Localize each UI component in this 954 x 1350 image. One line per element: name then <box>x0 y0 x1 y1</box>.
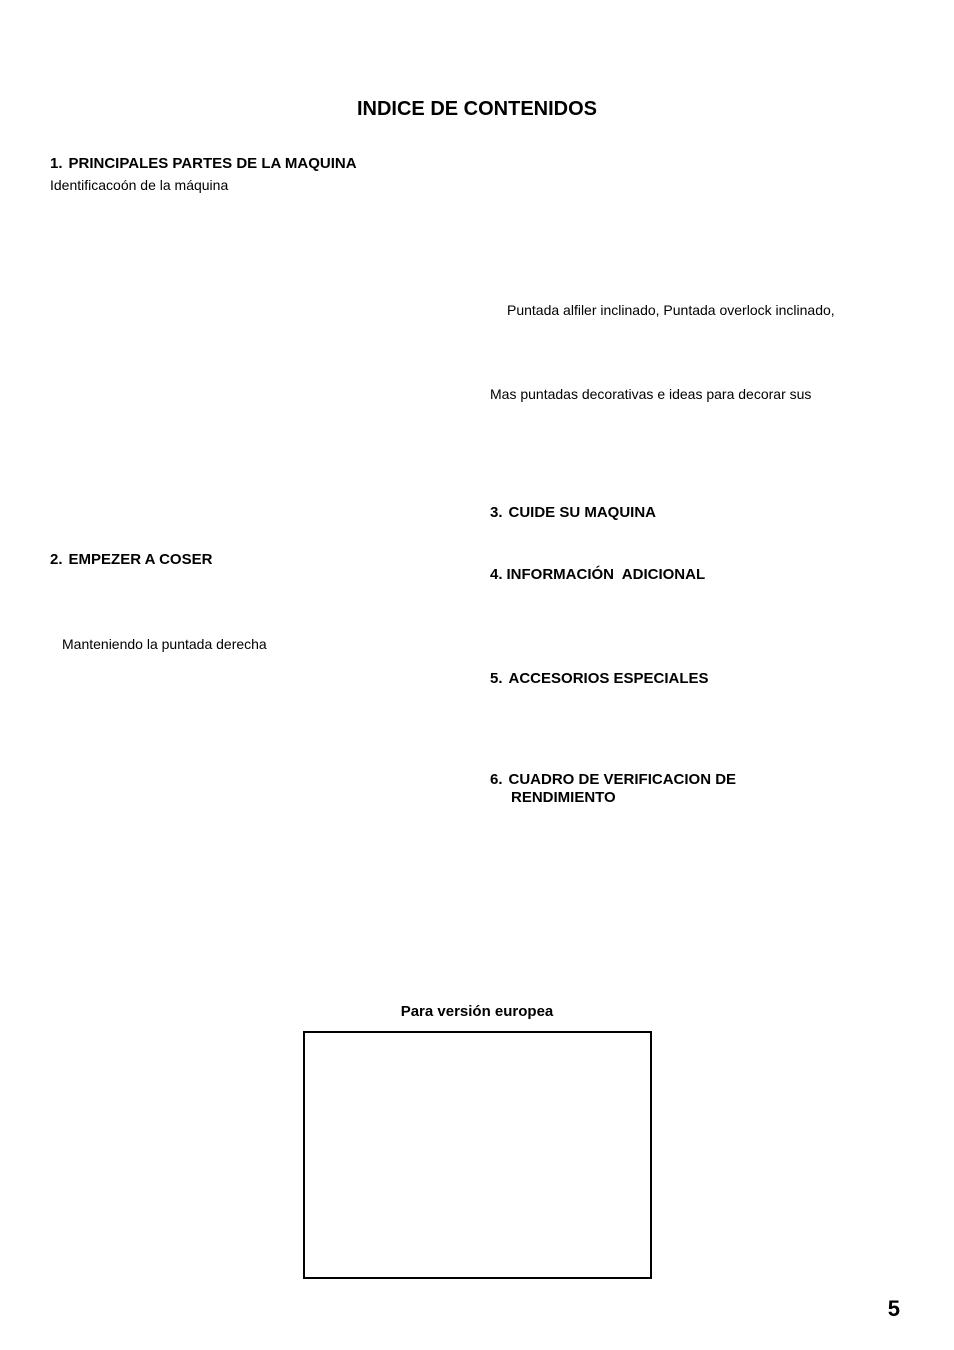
section-label: PRINCIPALES PARTES DE LA MAQUINA <box>68 155 357 172</box>
section-label: CUADRO DE VERIFICACION DE <box>508 771 737 788</box>
section-heading-3 <box>490 504 656 522</box>
section-number: 3. <box>490 504 503 521</box>
section-number: 1. <box>50 155 63 172</box>
section-number: 5. <box>490 670 503 687</box>
section-label-continuation: RENDIMIENTO <box>511 789 616 806</box>
section-label: EMPEZER A COSER <box>68 551 213 568</box>
section-heading-5 <box>490 670 709 688</box>
section-heading-2 <box>50 551 212 569</box>
page-number: 5 <box>887 1296 900 1321</box>
section-heading-1 <box>50 155 357 173</box>
section-label: ACCESORIOS ESPECIALES <box>508 670 709 687</box>
section-heading-6 <box>490 771 736 789</box>
european-version-frame <box>303 1031 652 1279</box>
section-number: 6. <box>490 771 503 788</box>
section-number: 2. <box>50 551 63 568</box>
european-version-label: Para versión europea <box>400 1003 554 1020</box>
section-label: INFORMACIÓN ADICIONAL <box>506 566 706 583</box>
toc-entry-manteniendo: Manteniendo la puntada derecha <box>62 636 267 652</box>
section-label: CUIDE SU MAQUINA <box>508 504 657 521</box>
page-title: INDICE DE CONTENIDOS <box>356 98 598 120</box>
toc-entry-identificacion: Identificacoón de la máquina <box>50 177 229 193</box>
toc-entry-puntada-alfiler: Puntada alfiler inclinado, Puntada overlock inclinado, <box>507 302 835 318</box>
toc-entry-mas-puntadas: Mas puntadas decorativas e ideas para decorar sus <box>490 386 812 402</box>
section-heading-4 <box>490 566 705 584</box>
section-number: 4. <box>490 566 503 583</box>
